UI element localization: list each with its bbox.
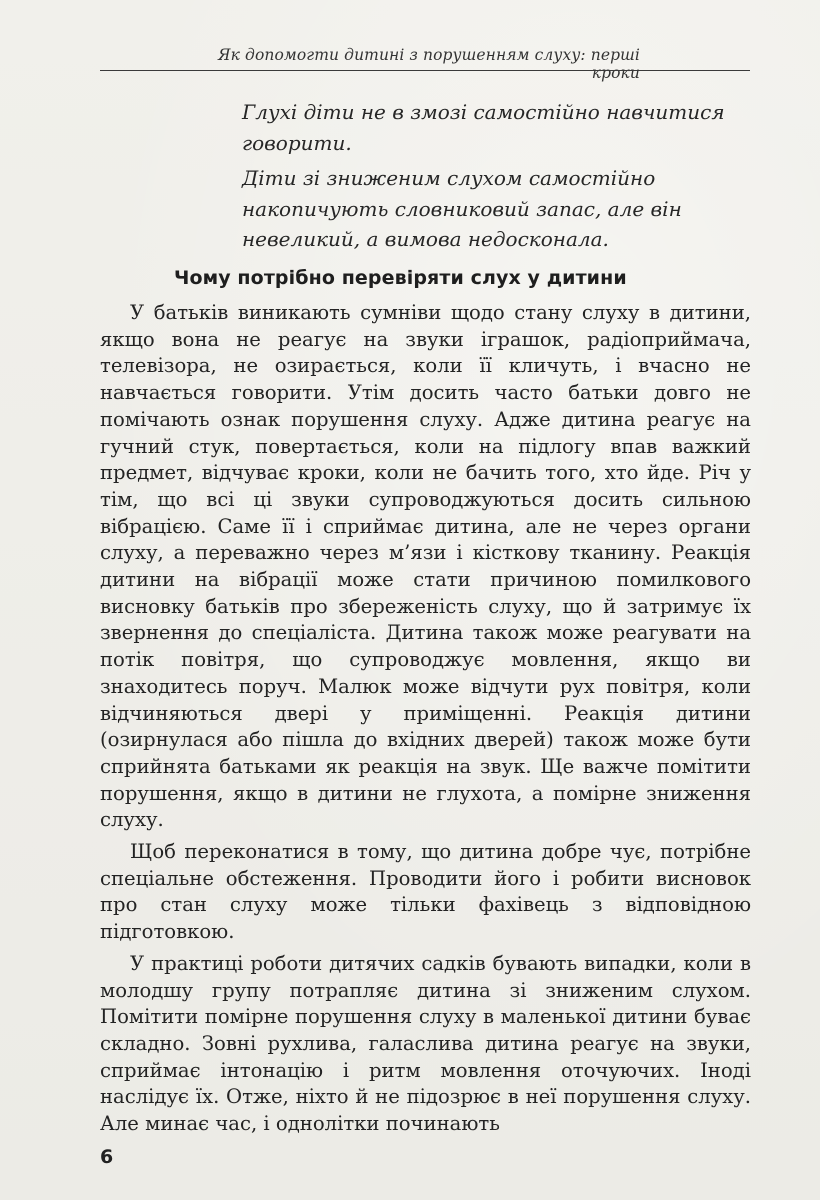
header-rule (100, 70, 750, 71)
intro-italic-block (100, 97, 750, 260)
paragraph-2: Щоб переконатися в тому, що дитина добре чує, потрібне спеціальне обстеження. Проводити його і робити висновок про стан слуху може тільки фахівець з відповідною підготовкою. (100, 840, 751, 944)
section-title: Чому потрібно перевіряти слух у дитини (174, 267, 627, 289)
body-text (100, 300, 751, 1138)
page-number: 6 (100, 1146, 114, 1168)
paragraph-3: У практиці роботи дитячих садків бувають випадки, коли в молодшу групу потрапляє дитина зі зниженим слухом. Помітити помірне порушення слуху в маленької дитини буває складно. Зовні рухлива, галаслива дитина реагує на звуки, сприймає інтонацію і ритм мовлення оточуючих. Іноді наслідує їх. Отже, ніхто й не підозрює в неї порушення слуху. Але минає час, і однолітки починають (100, 951, 751, 1136)
intro-line-deaf: Глухі діти не в змозі самостійно навчитися говорити. (242, 100, 725, 155)
intro-line-hard-of-hearing: Діти зі зниженим слухом самостійно накопичують словниковий запас, але він невеликий, а вимова недосконала. (242, 166, 682, 251)
running-head: Як допомогти дитині з порушенням слуху: перші кроки (218, 46, 640, 82)
paragraph-1: У батьків виникають сумніви щодо стану слуху в дитини, якщо вона не реагує на звуки іграшок, радіоприймача, телевізора, не озирається, коли її кличуть, і вчасно не навчається говорити. Утім досить часто батьки довго не помічають ознак порушення слуху. Адже дитина реагує на гучний стук, повертається, коли на підлогу впав важкий предмет, відчуває кроки, коли не бачить того, хто йде. Річ у тім, що всі ці звуки супроводжуються досить сильною вібрацією. Саме її і сприймає дитина, але не через органи слуху, а переважно через м’язи і кісткову тканину. Реакція дитини на вібрації може стати причиною помилкового висновку батьків про збереженість слуху, що й затримує їх звернення до спеціаліста. Дитина також може реагувати на потік повітря, що супроводжує мовлення, якщо ви знаходитесь поруч. Малюк може відчути рух повітря, коли відчиняються двері у приміщенні. Реакція дитини (озирнулася або пішла до вхідних дверей) також може бути сприйнята батьками як реакція на звук. Ще важче помітити порушення, якщо в дитини не глухота, а помірне зниження слуху. (100, 301, 751, 832)
